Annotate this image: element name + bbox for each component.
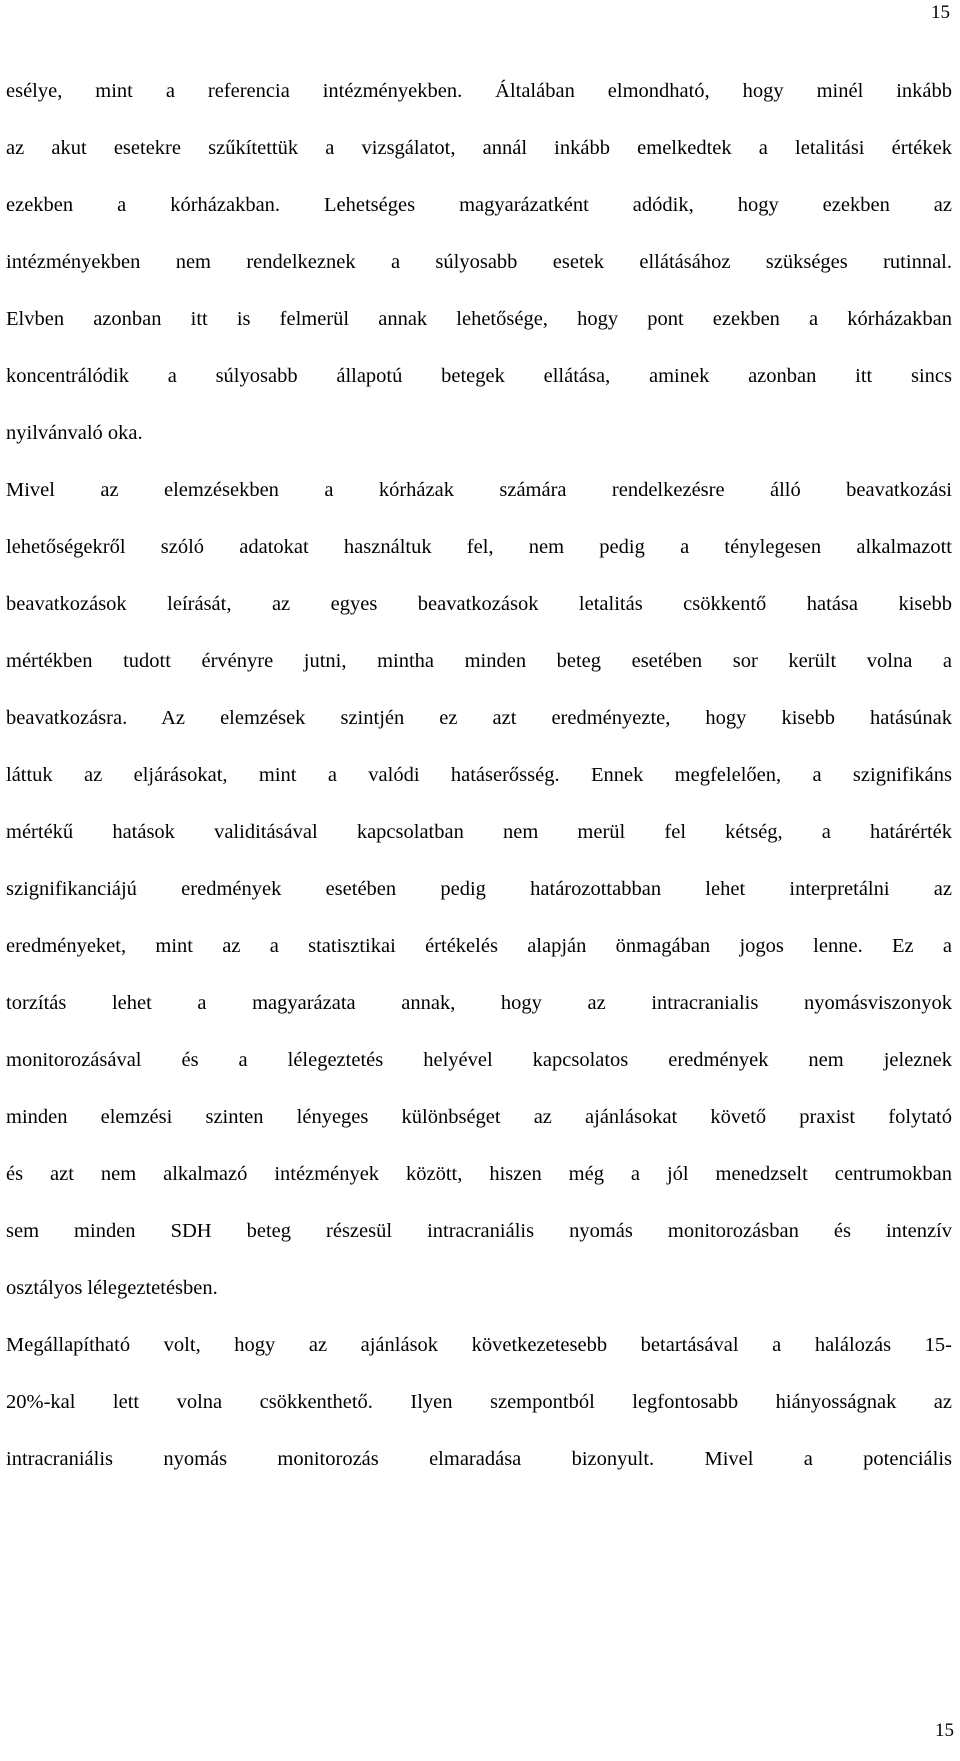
text-line: nyilvánvaló oka. [6, 422, 143, 444]
text-line: torzítás lehet a magyarázata annak, hogy az intracranialis nyomásviszonyok [6, 992, 952, 1014]
text-line: lehetőségekről szóló adatokat használtuk fel, nem pedig a ténylegesen alkalmazott [6, 536, 952, 558]
text-line: mértékű hatások validitásával kapcsolatban nem merül fel kétség, a határérték [6, 821, 952, 843]
text-line: beavatkozások leírását, az egyes beavatkozások letalitás csökkentő hatása kisebb [6, 593, 952, 615]
text-line: eredményeket, mint az a statisztikai értékelés alapján önmagában jogos lenne. Ez a [6, 935, 952, 957]
text-line: ezekben a kórházakban. Lehetséges magyarázatként adódik, hogy ezekben az [6, 194, 952, 216]
text-line: Elvben azonban itt is felmerül annak lehetősége, hogy pont ezekben a kórházakban [6, 308, 952, 330]
text-line: intracraniális nyomás monitorozás elmaradása bizonyult. Mivel a potenciális [6, 1448, 952, 1470]
text-line: az akut esetekre szűkítettük a vizsgálatot, annál inkább emelkedtek a letalitási értékek [6, 137, 952, 159]
paragraph [6, 63, 952, 462]
text-line: osztályos lélegeztetésben. [6, 1277, 218, 1299]
text-line: és azt nem alkalmazó intézmények között, hiszen még a jól menedzselt centrumokban [6, 1163, 952, 1185]
text-line: láttuk az eljárásokat, mint a valódi hatáserősség. Ennek megfelelően, a szignifikáns [6, 764, 952, 786]
text-line: mértékben tudott érvényre jutni, mintha minden beteg esetében sor került volna a [6, 650, 952, 672]
paragraph [6, 1317, 952, 1488]
text-line: minden elemzési szinten lényeges különbséget az ajánlásokat követő praxist folytató [6, 1106, 952, 1128]
text-line: sem minden SDH beteg részesül intracraniális nyomás monitorozásban és intenzív [6, 1220, 952, 1242]
paragraph [6, 462, 952, 1317]
text-line: Megállapítható volt, hogy az ajánlások következetesebb betartásával a halálozás 15- [6, 1334, 952, 1356]
text-line: monitorozásával és a lélegeztetés helyével kapcsolatos eredmények nem jeleznek [6, 1049, 952, 1071]
page-number-bottom: 15 [935, 1720, 954, 1741]
text-line: intézményekben nem rendelkeznek a súlyosabb esetek ellátásához szükséges rutinnal. [6, 251, 952, 273]
body-text [6, 63, 952, 1488]
text-line: esélye, mint a referencia intézményekben. Általában elmondható, hogy minél inkább [6, 80, 952, 102]
text-line: Mivel az elemzésekben a kórházak számára rendelkezésre álló beavatkozási [6, 479, 952, 501]
text-line: szignifikanciájú eredmények esetében pedig határozottabban lehet interpretálni az [6, 878, 952, 900]
text-line: koncentrálódik a súlyosabb állapotú betegek ellátása, aminek azonban itt sincs [6, 365, 952, 387]
page-number-top: 15 [931, 2, 950, 23]
text-line: 20%-kal lett volna csökkenthető. Ilyen szempontból legfontosabb hiányosságnak az [6, 1391, 952, 1413]
text-line: beavatkozásra. Az elemzések szintjén ez azt eredményezte, hogy kisebb hatásúnak [6, 707, 952, 729]
